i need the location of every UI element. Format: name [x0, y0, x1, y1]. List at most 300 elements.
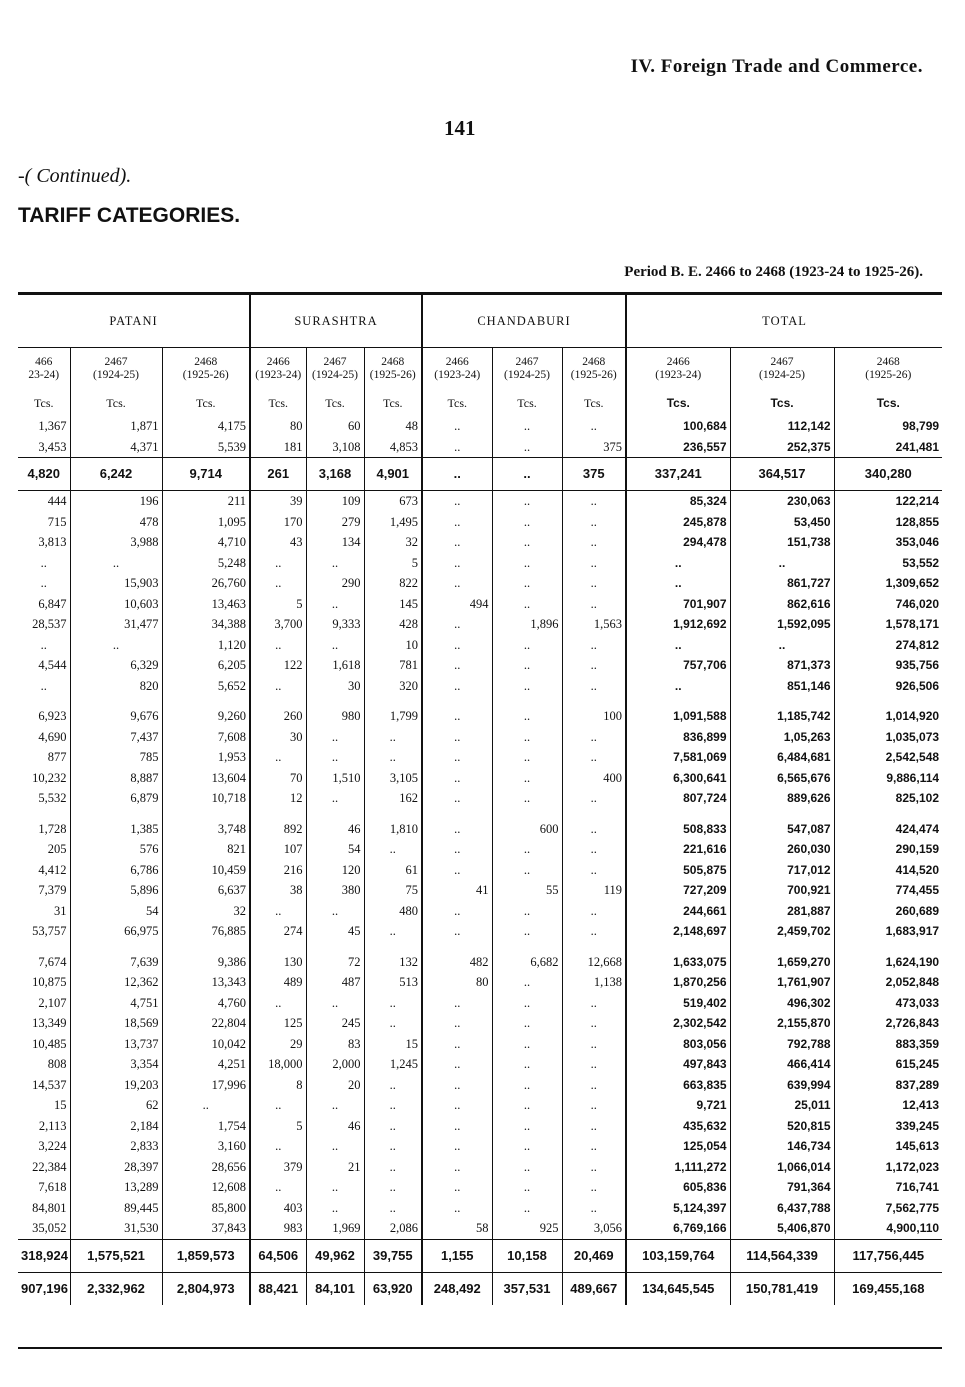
table-cell: .. — [422, 1013, 492, 1034]
table-cell: 100,684 — [626, 416, 730, 437]
table-cell: .. — [250, 573, 306, 594]
table-cell: 83 — [306, 1034, 364, 1055]
table-cell: 34,388 — [162, 614, 250, 635]
table-row — [18, 747, 942, 768]
table-cell: 28,397 — [70, 1157, 162, 1178]
table-cell: .. — [492, 437, 562, 458]
table-cell: .. — [492, 839, 562, 860]
table-cell: .. — [492, 860, 562, 881]
table-cell: 3,056 — [562, 1218, 626, 1239]
table-cell: 1,155 — [422, 1239, 492, 1272]
table-row — [18, 952, 942, 973]
table-cell: 13,604 — [162, 768, 250, 789]
table-cell: 169,455,168 — [852, 1280, 925, 1296]
table-cell: 1,578,171 — [885, 617, 940, 631]
table-cell: 150,781,419 — [730, 1272, 834, 1305]
table-cell: .. — [562, 1013, 626, 1034]
table-cell: 320 — [364, 676, 422, 697]
table-cell: 414,520 — [895, 862, 940, 877]
table-cell: .. — [492, 747, 562, 768]
table-cell: 260,030 — [730, 839, 834, 860]
table-cell: .. — [422, 553, 492, 574]
table-cell: 21 — [306, 1157, 364, 1178]
table-cell: 478 — [70, 512, 162, 533]
table-cell: .. — [422, 573, 492, 594]
table-cell: 1,633,075 — [626, 952, 730, 973]
table-cell: 807,724 — [626, 788, 730, 809]
table-row — [18, 512, 942, 533]
table-cell: 337,241 — [626, 458, 730, 491]
table-cell: .. — [306, 553, 364, 574]
table-row — [18, 706, 942, 727]
table-cell: 3,160 — [162, 1136, 250, 1157]
table-cell: 663,835 — [626, 1075, 730, 1096]
table-body — [18, 390, 942, 1305]
table-cell: 1,754 — [162, 1116, 250, 1137]
table-cell: 5,532 — [18, 788, 70, 809]
year-header: 2467 (1924-25) — [492, 348, 562, 391]
table-cell: 757,706 — [626, 655, 730, 676]
table-cell: 2,184 — [70, 1116, 162, 1137]
table-cell: 6,300,641 — [626, 768, 730, 789]
table-cell: .. — [422, 901, 492, 922]
year-header: 2467 (1924-25) — [730, 348, 834, 391]
table-cell: 28,656 — [162, 1157, 250, 1178]
table-cell: 61 — [364, 860, 422, 881]
table-cell: Tcs. — [492, 390, 562, 416]
table-cell: 883,359 — [895, 1036, 940, 1051]
table-cell: 4,901 — [364, 458, 422, 491]
table-cell: .. — [492, 676, 562, 697]
table-cell: 20,469 — [562, 1239, 626, 1272]
table-cell: .. — [364, 1116, 422, 1137]
table-cell: 119 — [562, 880, 626, 901]
table-cell: 2,000 — [306, 1054, 364, 1075]
table-cell: .. — [250, 676, 306, 697]
table-cell: .. — [492, 458, 562, 491]
table-cell: .. — [250, 1095, 306, 1116]
table-row — [18, 1157, 942, 1178]
table-row — [18, 1177, 942, 1198]
table-cell: 2,542,548 — [885, 750, 940, 764]
table-cell: 3,105 — [364, 768, 422, 789]
table-cell: 112,142 — [730, 416, 834, 437]
table-cell: 245 — [306, 1013, 364, 1034]
table-cell: 1,563 — [562, 614, 626, 635]
table-cell: .. — [18, 573, 70, 594]
table-row — [18, 993, 942, 1014]
table-cell: 18,569 — [70, 1013, 162, 1034]
table-cell: 1,185,742 — [730, 706, 834, 727]
table-cell: 808 — [18, 1054, 70, 1075]
table-cell: 30 — [306, 676, 364, 697]
table-cell: 134,645,545 — [626, 1272, 730, 1305]
table-cell: 803,056 — [626, 1034, 730, 1055]
table-cell: 4,371 — [70, 437, 162, 458]
table-cell: .. — [492, 532, 562, 553]
table-cell: 851,146 — [730, 676, 834, 697]
table-cell: 132 — [364, 952, 422, 973]
table-cell: .. — [422, 1177, 492, 1198]
table-cell: Tcs. — [876, 395, 900, 410]
table-cell: .. — [562, 416, 626, 437]
table-cell: .. — [306, 594, 364, 615]
table-cell: 290 — [306, 573, 364, 594]
group-header: CHANDABURI — [422, 295, 626, 348]
table-cell: 7,618 — [18, 1177, 70, 1198]
table-cell: 145 — [364, 594, 422, 615]
table-cell: 103,159,764 — [626, 1239, 730, 1272]
table-cell: 128,855 — [895, 514, 940, 529]
table-cell: .. — [422, 458, 492, 491]
table-row — [18, 1054, 942, 1075]
table-cell: 9,676 — [70, 706, 162, 727]
table-cell: .. — [492, 1157, 562, 1178]
table-row — [18, 1013, 942, 1034]
table-cell: 15 — [18, 1095, 70, 1116]
table-cell: .. — [306, 1095, 364, 1116]
table-cell: 260 — [250, 706, 306, 727]
table-cell: 3,813 — [18, 532, 70, 553]
table-cell: .. — [422, 635, 492, 656]
subtotal-row — [18, 458, 942, 491]
table-cell: 63,920 — [364, 1272, 422, 1305]
table-cell: 54 — [306, 839, 364, 860]
table-cell: .. — [492, 901, 562, 922]
table-cell: .. — [250, 635, 306, 656]
table-cell: 4,690 — [18, 727, 70, 748]
table-cell: Tcs. — [162, 390, 250, 416]
table-cell: .. — [492, 1095, 562, 1116]
table-cell: 3,700 — [250, 614, 306, 635]
table-cell: 58 — [422, 1218, 492, 1239]
table-cell: 1,799 — [364, 706, 422, 727]
table-cell: 12,413 — [902, 1098, 940, 1112]
table-cell: .. — [422, 512, 492, 533]
section-title: IV. Foreign Trade and Commerce. — [630, 56, 923, 77]
table-cell: 746,020 — [895, 596, 940, 611]
table-cell: 12,668 — [562, 952, 626, 973]
table-cell: 13,737 — [70, 1034, 162, 1055]
table-cell: 480 — [364, 901, 422, 922]
table-cell: 380 — [306, 880, 364, 901]
table-cell: Tcs. — [364, 390, 422, 416]
table-cell: .. — [250, 901, 306, 922]
table-cell: 861,727 — [730, 573, 834, 594]
table-cell: 482 — [422, 952, 492, 973]
table-cell: 31,530 — [70, 1218, 162, 1239]
table-cell: .. — [162, 1095, 250, 1116]
table-cell: 294,478 — [626, 532, 730, 553]
table-cell: 70 — [250, 768, 306, 789]
table-cell: .. — [422, 706, 492, 727]
table-cell: 6,786 — [70, 860, 162, 881]
year-header: 2466 (1923-24) — [422, 348, 492, 391]
table-cell: 290,159 — [895, 842, 940, 856]
table-cell: 925 — [492, 1218, 562, 1239]
table-cell: 6,242 — [70, 458, 162, 491]
table-row — [18, 921, 942, 942]
table-cell: Tcs. — [250, 390, 306, 416]
table-cell: 5,652 — [162, 676, 250, 697]
table-cell: 10,875 — [18, 972, 70, 993]
table-cell: .. — [422, 1075, 492, 1096]
table-cell: .. — [562, 819, 626, 840]
table-cell: .. — [730, 553, 834, 574]
page-number: 141 — [444, 116, 476, 140]
table-cell: 2,113 — [18, 1116, 70, 1137]
table-cell: 29 — [250, 1034, 306, 1055]
table-cell: .. — [422, 614, 492, 635]
table-row — [18, 819, 942, 840]
table-cell: 241,481 — [895, 439, 940, 454]
table-cell: .. — [422, 727, 492, 748]
table-cell: .. — [562, 512, 626, 533]
table-cell: 151,738 — [730, 532, 834, 553]
table-cell: 162 — [364, 788, 422, 809]
table-cell: 489,667 — [562, 1272, 626, 1305]
table-cell: 14,537 — [18, 1075, 70, 1096]
table-cell: 1,172,023 — [885, 1159, 940, 1174]
table-cell: .. — [562, 860, 626, 881]
table-cell: 5,248 — [162, 553, 250, 574]
table-cell: .. — [562, 1116, 626, 1137]
table-cell: 134 — [306, 532, 364, 553]
table-cell: 1,495 — [364, 512, 422, 533]
table-cell: 1,912,692 — [626, 614, 730, 635]
table-row — [18, 532, 942, 553]
table-cell: .. — [306, 727, 364, 748]
table-cell: 120 — [306, 860, 364, 881]
table-cell: 1,095 — [162, 512, 250, 533]
table-cell: 15 — [364, 1034, 422, 1055]
table-cell: 20 — [306, 1075, 364, 1096]
table-cell: 9,714 — [162, 458, 250, 491]
table-cell: 274 — [250, 921, 306, 942]
table-row — [18, 1136, 942, 1157]
table-cell: 46 — [306, 819, 364, 840]
table-cell: .. — [364, 839, 422, 860]
table-cell: .. — [730, 635, 834, 656]
table-cell: .. — [306, 1177, 364, 1198]
table-cell: .. — [364, 1013, 422, 1034]
year-header: 2468 (1925-26) — [562, 348, 626, 391]
table-cell: .. — [492, 512, 562, 533]
table-cell: 30 — [250, 727, 306, 748]
table-cell: 230,063 — [730, 491, 834, 512]
table-cell: 7,639 — [70, 952, 162, 973]
table-cell: 825,102 — [895, 791, 940, 805]
table-cell: 49,962 — [306, 1239, 364, 1272]
table-cell: 1,683,917 — [885, 924, 940, 938]
table-cell: 76,885 — [162, 921, 250, 942]
table-cell: 85,324 — [626, 491, 730, 512]
table-cell: 1,624,190 — [885, 954, 940, 969]
table-cell: .. — [562, 1157, 626, 1178]
table-cell: 145,613 — [895, 1139, 940, 1153]
table-cell: .. — [492, 1034, 562, 1055]
table-cell: Tcs. — [730, 390, 834, 416]
table-cell: 318,924 — [18, 1239, 70, 1272]
table-cell: 1,111,272 — [626, 1157, 730, 1178]
table-cell: 3,354 — [70, 1054, 162, 1075]
table-cell: 2,107 — [18, 993, 70, 1014]
table-cell: 5 — [250, 1116, 306, 1137]
table-row — [18, 1095, 942, 1116]
table-cell: .. — [306, 993, 364, 1014]
table-cell: 38 — [250, 880, 306, 901]
table-cell: 13,289 — [70, 1177, 162, 1198]
table-row — [18, 437, 942, 458]
table-cell: .. — [562, 993, 626, 1014]
table-cell: 39,755 — [364, 1239, 422, 1272]
table-cell: .. — [562, 839, 626, 860]
table-cell: 353,046 — [895, 535, 940, 549]
table-cell: 497,843 — [626, 1054, 730, 1075]
table-cell: .. — [626, 553, 730, 574]
table-cell: 8 — [250, 1075, 306, 1096]
table-cell: 836,899 — [626, 727, 730, 748]
table-cell: .. — [492, 788, 562, 809]
table-cell: 10 — [364, 635, 422, 656]
table-cell: .. — [562, 1095, 626, 1116]
group-header: SURASHTRA — [250, 295, 422, 348]
table-cell: 673 — [364, 491, 422, 512]
table-cell: 375 — [562, 437, 626, 458]
table-cell: 281,887 — [730, 901, 834, 922]
table-row — [18, 901, 942, 922]
table-cell: Tcs. — [422, 390, 492, 416]
table-cell: .. — [562, 747, 626, 768]
table-cell: 424,474 — [895, 821, 940, 836]
table-cell: 822 — [364, 573, 422, 594]
table-cell: 494 — [422, 594, 492, 615]
table-cell: 221,616 — [626, 839, 730, 860]
table-cell: 4,175 — [162, 416, 250, 437]
table-cell: Tcs. — [70, 390, 162, 416]
table-cell: 32 — [364, 532, 422, 553]
table-cell: 5,124,397 — [626, 1198, 730, 1219]
table-cell: 4,710 — [162, 532, 250, 553]
table-cell: .. — [422, 1157, 492, 1178]
table-cell: 871,373 — [730, 655, 834, 676]
table-cell: 146,734 — [730, 1136, 834, 1157]
table-cell: .. — [562, 1075, 626, 1096]
table-cell: 6,437,788 — [730, 1198, 834, 1219]
table-cell: 3,453 — [18, 437, 70, 458]
year-header: 2467 (1924-25) — [306, 348, 364, 391]
unit-row — [18, 390, 942, 416]
table-cell: 1,592,095 — [730, 614, 834, 635]
table-cell: 339,245 — [895, 1118, 940, 1133]
table-cell: .. — [492, 1054, 562, 1075]
table-cell: 5,539 — [162, 437, 250, 458]
table-cell: 505,875 — [626, 860, 730, 881]
table-cell: 8,887 — [70, 768, 162, 789]
table-row — [18, 416, 942, 437]
table-cell: 122,214 — [895, 494, 940, 508]
table-cell: 15,903 — [70, 573, 162, 594]
table-cell: 403 — [250, 1198, 306, 1219]
table-cell: 260,689 — [895, 903, 940, 918]
table-cell: .. — [364, 1095, 422, 1116]
table-cell: 170 — [250, 512, 306, 533]
table-cell: 1,245 — [364, 1054, 422, 1075]
table-cell: 107 — [250, 839, 306, 860]
table-cell: .. — [492, 416, 562, 437]
table-cell: 13,463 — [162, 594, 250, 615]
table-cell: 130 — [250, 952, 306, 973]
table-row — [18, 1198, 942, 1219]
table-cell: 2,052,848 — [885, 975, 940, 989]
year-header: 2468 (1925-26) — [162, 348, 250, 391]
table-cell: 1,659,270 — [730, 952, 834, 973]
table-cell: 80 — [250, 416, 306, 437]
table-cell: 2,148,697 — [626, 921, 730, 942]
table-cell: .. — [70, 635, 162, 656]
table-cell: 774,455 — [895, 883, 940, 897]
table-cell: 6,682 — [492, 952, 562, 973]
table-cell: 4,760 — [162, 993, 250, 1014]
tariff-table-container — [18, 292, 942, 1349]
table-cell: .. — [626, 573, 730, 594]
table-cell: 66,975 — [70, 921, 162, 942]
table-row — [18, 972, 942, 993]
table-cell: 6,205 — [162, 655, 250, 676]
table-cell: .. — [492, 706, 562, 727]
table-cell: 364,517 — [730, 458, 834, 491]
table-cell: 1,969 — [306, 1218, 364, 1239]
table-cell: 5,406,870 — [730, 1218, 834, 1239]
table-cell: 25,011 — [730, 1095, 834, 1116]
table-cell: 3,224 — [18, 1136, 70, 1157]
table-cell: 85,800 — [162, 1198, 250, 1219]
table-cell: 1,575,521 — [70, 1239, 162, 1272]
table-cell: 1,859,573 — [162, 1239, 250, 1272]
table-cell: 98,799 — [902, 419, 940, 433]
table-cell: 1,014,920 — [885, 709, 940, 723]
table-cell: .. — [422, 1136, 492, 1157]
table-row — [18, 1075, 942, 1096]
table-cell: .. — [306, 747, 364, 768]
table-row — [18, 594, 942, 615]
table-cell: .. — [562, 491, 626, 512]
table-cell: 216 — [250, 860, 306, 881]
table-cell: 2,459,702 — [730, 921, 834, 942]
tariff-table — [18, 295, 942, 1305]
table-cell: .. — [492, 635, 562, 656]
table-cell: 261 — [250, 458, 306, 491]
table-cell: 473,033 — [895, 995, 940, 1010]
table-cell: 1,05,263 — [730, 727, 834, 748]
table-cell: 513 — [364, 972, 422, 993]
table-cell: 9,260 — [162, 706, 250, 727]
table-cell: 125 — [250, 1013, 306, 1034]
table-cell: .. — [492, 573, 562, 594]
table-row — [18, 655, 942, 676]
table-row — [18, 1034, 942, 1055]
table-cell: .. — [492, 727, 562, 748]
table-cell: .. — [364, 727, 422, 748]
table-row — [18, 788, 942, 809]
table-cell: .. — [492, 1075, 562, 1096]
table-cell: 19,203 — [70, 1075, 162, 1096]
table-cell: 715 — [18, 512, 70, 533]
table-cell: 114,564,339 — [730, 1239, 834, 1272]
spacer-row — [18, 696, 942, 706]
table-cell: 717,012 — [730, 860, 834, 881]
table-cell: .. — [492, 655, 562, 676]
